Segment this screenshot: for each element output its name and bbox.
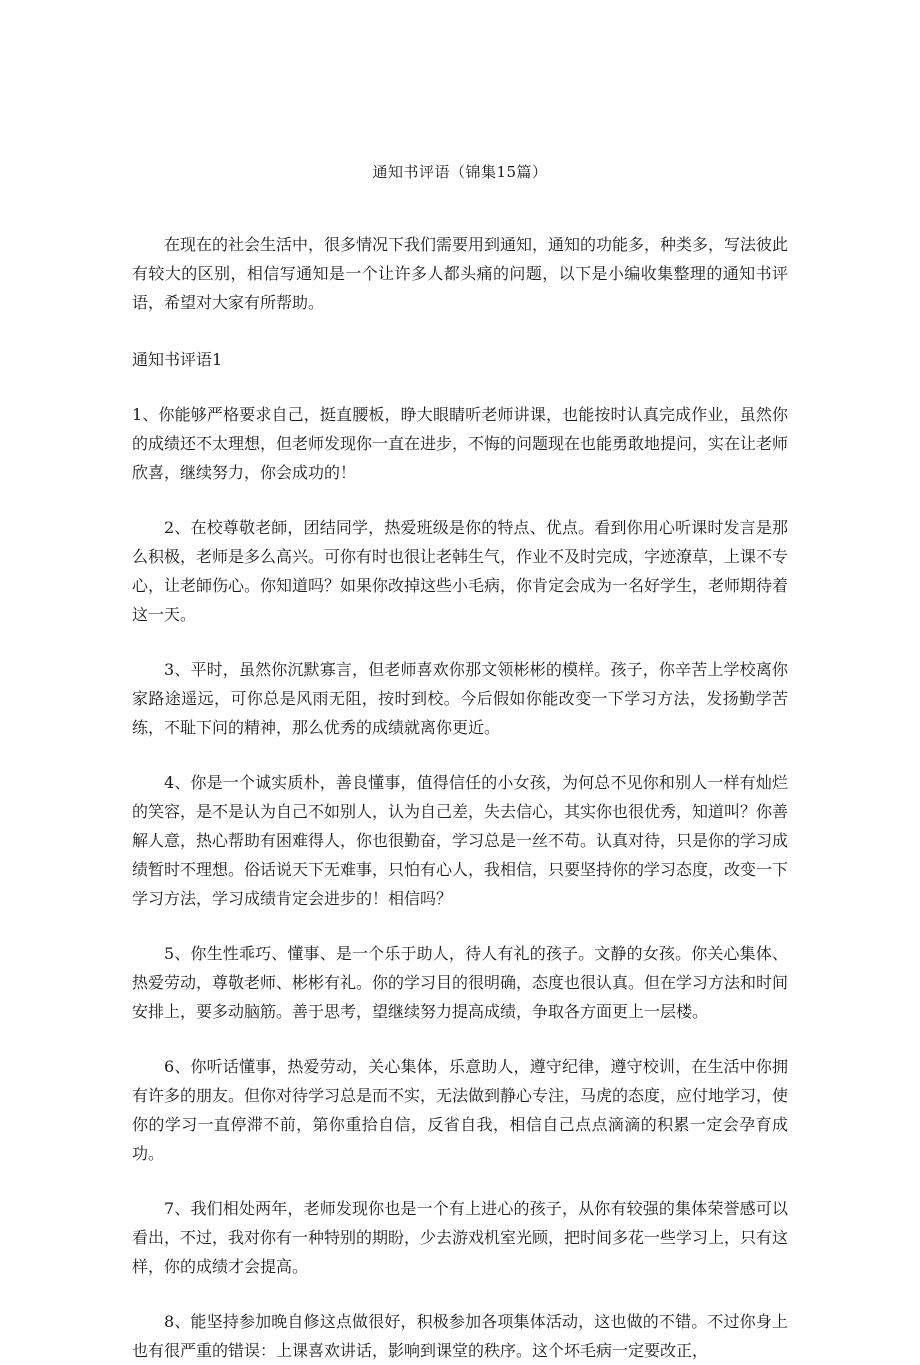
- comment-item-5: 5、你生性乖巧、懂事、是一个乐于助人，待人有礼的孩子。文静的女孩。你关心集体、热爱劳动，尊敬老师、彬彬有礼。你的学习目的很明确，态度也很认真。但在学习方法和时间安排上，要多动脑筋。善于思考，望继续努力提高成绩，争取各方面更上一层楼。: [132, 944, 789, 1021]
- document-title: 通知书评语（锦集15篇）: [372, 163, 548, 181]
- intro-paragraph: 在现在的社会生活中，很多情况下我们需要用到通知，通知的功能多，种类多，写法彼此有较大的区别，相信写通知是一个让许多人都头痛的问题，以下是小编收集整理的通知书评语，希望对大家有所帮助。: [132, 235, 789, 312]
- comment-item-2: 2、在校尊敬老師，团结同学，热爱班级是你的特点、优点。看到你用心听课时发言是那么积极，老师是多么高兴。可你有时也很让老韩生气，作业不及时完成，字迹潦草，上课不专心，让老師伤心。你知道吗？如果你改掉这些小毛病，你肯定会成为一名好学生，老师期待着这一天。: [132, 518, 789, 624]
- comment-item-3: 3、平时，虽然你沉默寡言，但老师喜欢你那文领彬彬的模样。孩子，你辛苦上学校离你家路途遥远，可你总是风雨无阻，按时到校。今后假如你能改变一下学习方法，发扬勤学苦练，不耻下问的精神，那么优秀的成绩就离你更近。: [132, 660, 788, 737]
- comment-item-6: 6、你听话懂事，热爱劳动，关心集体，乐意助人，遵守纪律，遵守校训，在生活中你拥有许多的朋友。但你对待学习总是而不实，无法做到静心专注，马虎的态度，应付地学习，使你的学习一直停滞不前，第你重拾自信，反省自我，相信自己点点滴滴的积累一定会孕育成功。: [132, 1057, 789, 1163]
- comment-item-4: 4、你是一个诚实质朴，善良懂事，值得信任的小女孩，为何总不见你和别人一样有灿烂的笑容，是不是认为自己不如别人，认为自己差，失去信心，其实你也很优秀，知道叫？你善解人意，热心帮助有困难得人，你也很勤奋，学习总是一丝不苟。认真对待，只是你的学习成绩暂时不理想。俗话说天下无难事，只怕有心人，我相信，只要坚持你的学习态度，改变一下学习方法，学习成绩肯定会进步的！相信吗？: [132, 773, 789, 908]
- comment-item-7: 7、我们相处两年，老师发现你也是一个有上进心的孩子，从你有较强的集体荣誉感可以看出，不过，我对你有一种特别的期盼，少去游戏机室光顾，把时间多花一些学习上，只有这样，你的成绩才会提高。: [132, 1199, 789, 1276]
- section-heading: 通知书评语1: [132, 350, 223, 369]
- document-body: [132, 230, 788, 1365]
- comment-item-8: 8、能坚持参加晚自修这点做很好，积极参加各项集体活动，这也做的不错。不过你身上也有很严重的错误：上课喜欢讲话，影响到课堂的秩序。这个坏毛病一定要改正，: [132, 1312, 788, 1360]
- comment-item-1: 1、你能够严格要求自己，挺直腰板，睁大眼睛听老师讲课，也能按时认真完成作业，虽然你的成绩还不太理想，但老师发现你一直在进步，不悔的问题现在也能勇敢地提问，实在让老师欣喜，继续努力，你会成功的！: [132, 405, 789, 482]
